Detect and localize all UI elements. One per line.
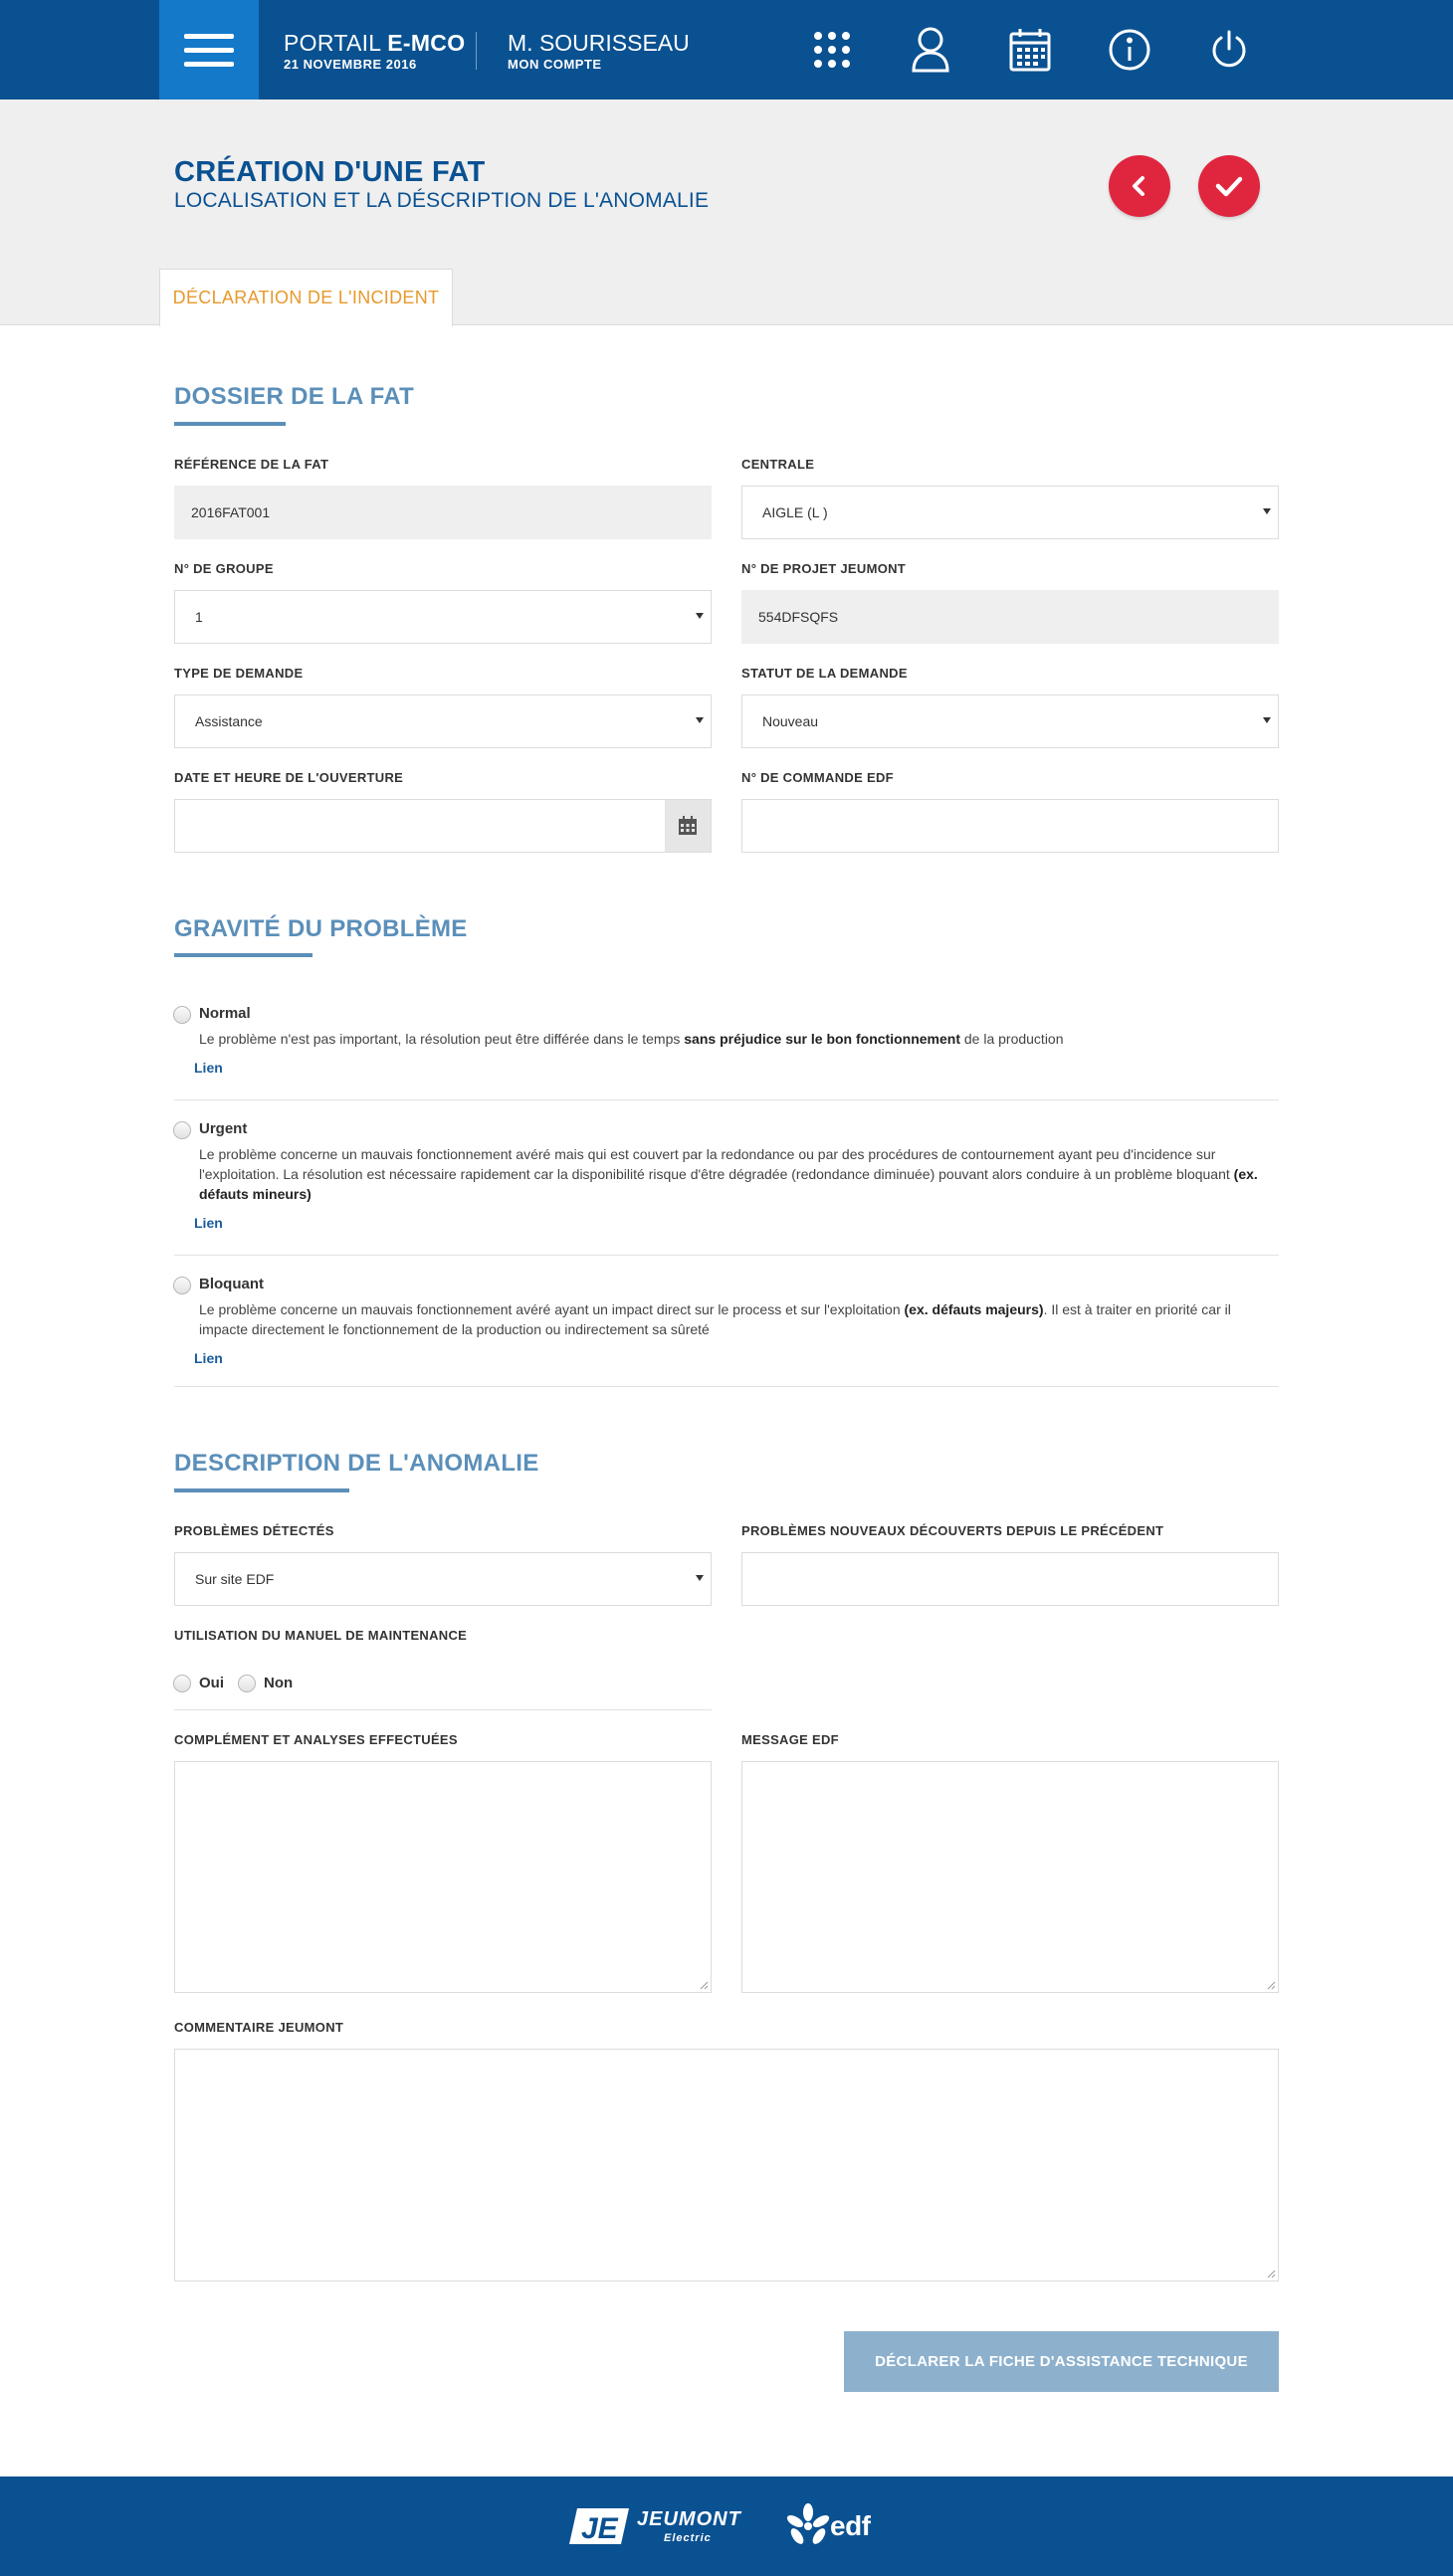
commande-input[interactable] <box>741 799 1279 853</box>
section-underline <box>174 422 286 426</box>
type-select[interactable] <box>174 694 712 748</box>
section-title-gravite: GRAVITÉ DU PROBLÈME <box>174 915 468 942</box>
reference-label: RÉFÉRENCE DE LA FAT <box>174 457 329 472</box>
gravite-bloquant-description: Le problème concerne un mauvais fonctionnement avéré ayant un impact direct sur le process et sur l'exploitation (ex. défauts majeurs). Il est à traiter en priorité car il impacte directement le fonctionnement de la production ou indirectement sa sûreté <box>199 1301 1231 1337</box>
commentaire-label: COMMENTAIRE JEUMONT <box>174 2020 344 2035</box>
calendar-icon[interactable] <box>1005 25 1055 75</box>
manuel-label: UTILISATION DU MANUEL DE MAINTENANCE <box>174 1628 468 1643</box>
tab-declaration-incident[interactable]: DÉCLARATION DE L'INCIDENT <box>159 269 453 326</box>
svg-text:JE: JE <box>581 2512 618 2545</box>
statut-value: Nouveau <box>762 713 819 729</box>
gravite-urgent-link[interactable]: Lien <box>194 1215 223 1231</box>
gravite-normal-label: Normal <box>199 1005 251 1022</box>
gravite-normal-link[interactable]: Lien <box>194 1060 223 1076</box>
account-label: MON COMPTE <box>508 57 602 72</box>
gravite-urgent-description: Le problème concerne un mauvais fonctionnement avéré mais qui est couvert par la redondance ou par des procédures de contournement ayant peu d'incidence sur l'exploitation. La résolution est nécessaire rapidement car la disponibilité risque d'être dégradée (redondance diminuée) pouvant alors conduire à un problème bloquant (ex. défauts mineurs) <box>199 1146 1258 1202</box>
section-title-dossier: DOSSIER DE LA FAT <box>174 383 415 410</box>
date-picker-button[interactable] <box>665 800 711 852</box>
section-underline <box>174 1488 349 1492</box>
nouveaux-label: PROBLÈMES NOUVEAUX DÉCOUVERTS DEPUIS LE PRÉCÉDENT <box>741 1523 1164 1538</box>
jeumont-name: JEUMONT <box>637 2508 741 2530</box>
centrale-select[interactable] <box>741 486 1279 539</box>
date-input[interactable] <box>174 799 712 853</box>
detectes-select[interactable] <box>174 1552 712 1606</box>
detectes-label: PROBLÈMES DÉTECTÉS <box>174 1523 334 1538</box>
user-name: M. SOURISSEAU <box>508 30 690 56</box>
message-textarea[interactable] <box>741 1761 1279 1993</box>
reference-value: 2016FAT001 <box>191 504 271 520</box>
caret-down-icon <box>1263 717 1271 723</box>
section-underline <box>174 953 312 957</box>
centrale-label: CENTRALE <box>741 457 815 472</box>
divider <box>174 1709 712 1710</box>
gravite-bloquant-link[interactable]: Lien <box>194 1350 223 1366</box>
statut-select[interactable] <box>741 694 1279 748</box>
caret-down-icon <box>1263 508 1271 514</box>
jeumont-logo <box>569 2502 748 2550</box>
validate-button[interactable] <box>1198 155 1260 217</box>
chevron-left-icon <box>1128 174 1151 198</box>
groupe-label: N° DE GROUPE <box>174 561 274 576</box>
complement-label: COMPLÉMENT ET ANALYSES EFFECTUÉES <box>174 1732 458 1747</box>
centrale-value: AIGLE (L ) <box>762 504 828 520</box>
divider <box>174 1386 1279 1387</box>
menu-bar-line <box>184 48 234 53</box>
commentaire-textarea[interactable] <box>174 2049 1279 2281</box>
message-label: MESSAGE EDF <box>741 1732 839 1747</box>
projet-value: 554DFSQFS <box>758 609 839 625</box>
manuel-oui-radio[interactable] <box>173 1675 191 1692</box>
page-title: CRÉATION D'UNE FAT <box>174 156 486 188</box>
nouveaux-input[interactable] <box>741 1552 1279 1606</box>
projet-field <box>741 590 1279 644</box>
portal-title <box>284 30 465 72</box>
user-icon[interactable] <box>906 25 955 75</box>
caret-down-icon <box>696 613 704 619</box>
gravite-bloquant-label: Bloquant <box>199 1276 264 1292</box>
menu-bar-line <box>184 34 234 39</box>
power-icon[interactable] <box>1204 25 1254 75</box>
detectes-value: Sur site EDF <box>195 1571 275 1587</box>
info-icon[interactable] <box>1105 25 1154 75</box>
resize-grip-icon[interactable] <box>1267 1981 1276 1990</box>
date-label: DATE ET HEURE DE L'OUVERTURE <box>174 770 404 785</box>
gravite-urgent-radio[interactable] <box>173 1121 191 1139</box>
gravite-normal-radio[interactable] <box>173 1006 191 1024</box>
reference-field <box>174 486 712 539</box>
groupe-value: 1 <box>195 609 203 625</box>
portal-prefix: PORTAIL <box>284 30 388 56</box>
top-navigation-bar <box>0 0 1453 99</box>
portal-name: E-MCO <box>387 30 466 56</box>
type-value: Assistance <box>195 713 263 729</box>
commande-label: N° DE COMMANDE EDF <box>741 770 894 785</box>
page-subtitle: LOCALISATION ET LA DÉSCRIPTION DE L'ANOMALIE <box>174 189 710 212</box>
gravite-normal-description: Le problème n'est pas important, la résolution peut être différée dans le temps sans préjudice sur le bon fonctionnement de la production <box>199 1031 1064 1047</box>
manuel-oui-label: Oui <box>199 1675 224 1691</box>
groupe-select[interactable] <box>174 590 712 644</box>
gravite-urgent-label: Urgent <box>199 1120 248 1137</box>
statut-label: STATUT DE LA DEMANDE <box>741 666 908 681</box>
resize-grip-icon[interactable] <box>700 1981 709 1990</box>
edf-name: edf <box>830 2510 871 2541</box>
edf-logo <box>786 2502 896 2550</box>
menu-button[interactable] <box>159 0 259 99</box>
header-date: 21 NOVEMBRE 2016 <box>284 57 417 72</box>
manuel-non-label: Non <box>264 1675 294 1691</box>
footer <box>0 2477 1453 2576</box>
divider <box>174 1099 1279 1100</box>
check-icon <box>1214 174 1244 198</box>
header-divider <box>476 32 477 70</box>
gravite-bloquant-radio[interactable] <box>173 1277 191 1294</box>
jeumont-sub: Electric <box>664 2532 712 2544</box>
caret-down-icon <box>696 1575 704 1581</box>
complement-textarea[interactable] <box>174 1761 712 1993</box>
resize-grip-icon[interactable] <box>1267 2270 1276 2279</box>
account-link[interactable] <box>508 30 690 72</box>
back-button[interactable] <box>1109 155 1170 217</box>
caret-down-icon <box>696 717 704 723</box>
manuel-non-radio[interactable] <box>238 1675 256 1692</box>
calendar-icon <box>678 816 698 836</box>
projet-label: N° DE PROJET JEUMONT <box>741 561 907 576</box>
section-title-description: DESCRIPTION DE L'ANOMALIE <box>174 1450 539 1477</box>
divider <box>174 1255 1279 1256</box>
submit-fat-button[interactable]: DÉCLARER LA FICHE D'ASSISTANCE TECHNIQUE <box>844 2331 1279 2392</box>
type-label: TYPE DE DEMANDE <box>174 666 304 681</box>
apps-grid-icon[interactable] <box>807 25 857 75</box>
menu-bar-line <box>184 62 234 67</box>
